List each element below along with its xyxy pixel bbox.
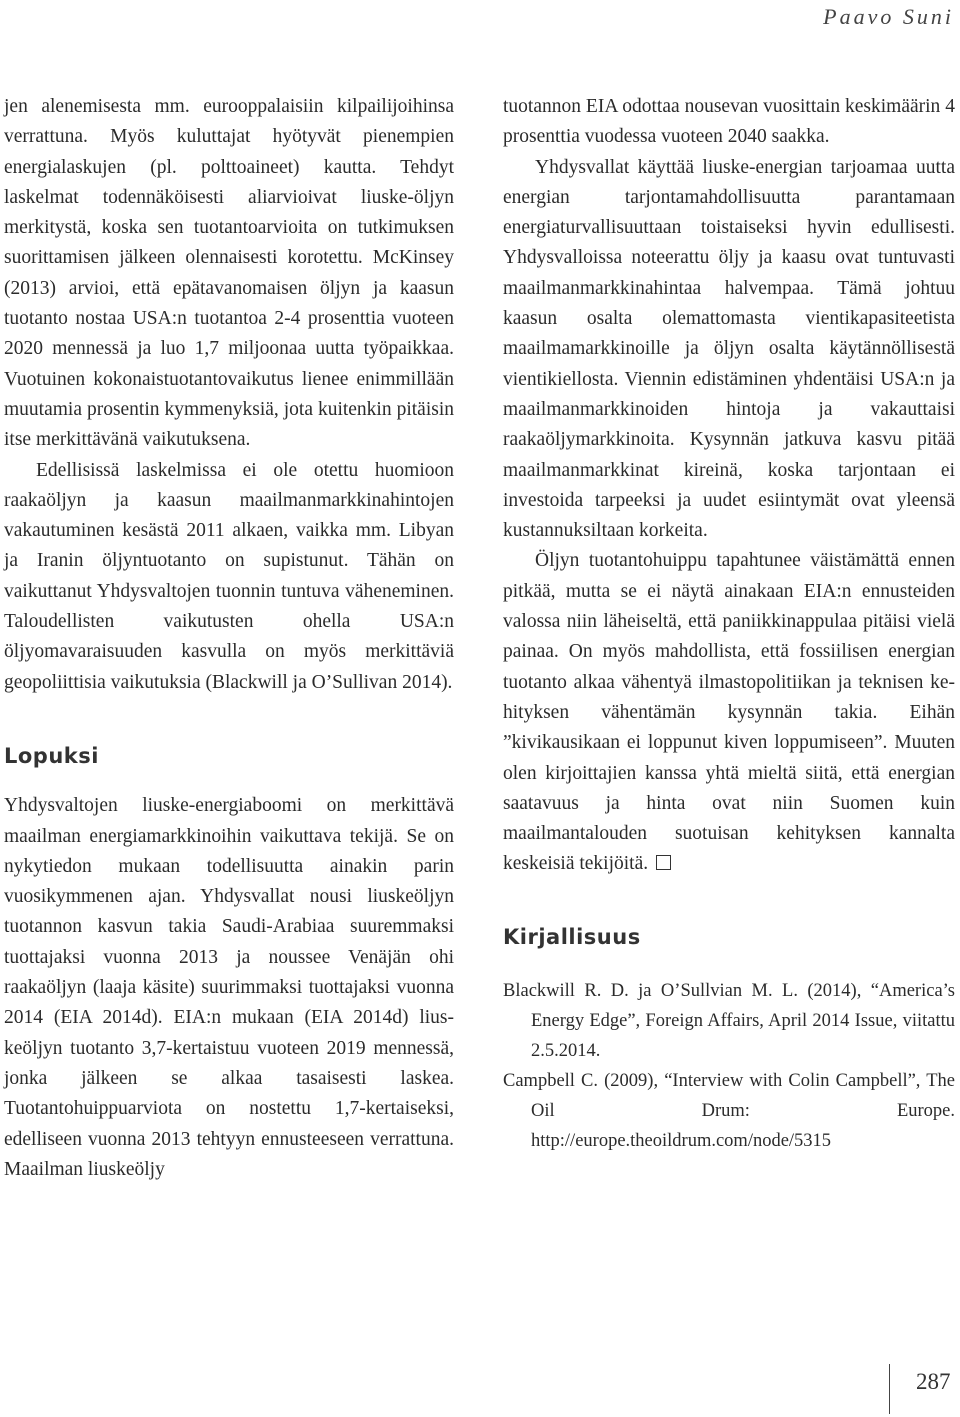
section-heading-kirjallisuus: Kirjallisuus (503, 924, 641, 949)
body-paragraph: tuotannon EIA odottaa nousevan vuosittain keskimäärin 4 prosenttia vuodessa vuoteen 2040 saakka. (503, 96, 955, 148)
section-heading-lopuksi: Lopuksi (4, 743, 99, 768)
left-column (4, 92, 454, 1185)
body-paragraph: Edellisissä laskelmissa ei ole otettu huomioon raakaöljyn ja kaasun maailmanmarkkinahintojen vakautuminen kesästä 2011 alkaen, vaikka mm. Libyan ja Iranin öljyntuotanto on supistunut. Tähän on vaikuttanut Yhdysvaltojen tuonnin tuntuva väheneminen. Taloudellisten vaikutusten ohella USA:n öljyomavaraisuuden kasvulla on myös merkittäviä geopoliittisia vaikutuksia (Blackwill ja O’Sullivan 2014). (4, 459, 454, 693)
running-head-author: Paavo Suni (823, 4, 954, 29)
final-paragraph-text: Öljyn tuotantohuippu tapahtunee väistämättä ennen pitkää, mutta se ei näytä ainakaan EIA:n ennusteiden valossa niin läheiseltä, että paniikkinappulaa pitäisi vielä painaa. On myös mahdollista, että fossiilisen energian tuotanto alkaa vähentyä ilmastopolitiikan ja teknisen kehityksen vähentämän kysynnän takia. Eihän ”kivikausikaan ei loppunut kiven loppumiseen”. Muuten olen kirjoittajien kanssa yhtä mieltä siitä, että energian saatavuus ja hinta ovat niin Suomen kuin maailmantalouden suotuisan kehityksen kannalta keskeisiä tekijöitä. (503, 550, 955, 875)
page-number: 287 (916, 1369, 951, 1394)
right-column (503, 92, 955, 1156)
reference-list (503, 976, 955, 1156)
body-paragraph-final (503, 546, 955, 879)
body-paragraph: Yhdysvaltojen liuske-energiaboomi on merkittävä maailman energiamarkkinoihin vaikuttava tekijä. Se on nykytiedon mukaan todellisuutta ainakin parin vuosikymmenen ajan. Yhdysvallat nousi liuskeöljyn tuotannon kasvun takia Saudi-Arabiaa suuremmaksi tuottajaksi vuonna 2013 ja noussee Venäjän ohi raakaöljyn (laaja käsite) suurimmaksi tuottajaksi vuonna 2014 (EIA 2014d). EIA:n mukaan (EIA 2014d) liuskeöljyn tuotanto 3,7-kertaistuu vuoteen 2019 mennessä, jonka jälkeen se alkaa tasaisesti laskea. Tuotantohuippuarviota on nostettu 1,7-kertaiseksi, edelliseen vuonna 2013 tehtyyn ennusteeseen verrattuna. Maailman liuskeöljy (4, 795, 454, 1180)
reference-item: Campbell C. (2009), “Interview with Colin Campbell”, The Oil Drum: Europe. http://europe.theoildrum.com/node/5315 (503, 1071, 955, 1152)
footer-divider (889, 1364, 890, 1414)
body-paragraph: Yhdysvallat käyttää liuske-energian tarjoamaa uutta energian tarjontamahdollisuutta parantamaan energiaturvallisuuttaan toistaiseksi hyvin edullisesti. Yhdysvalloissa noteerattu öljy ja kaasu ovat tuntuvasti maailmanmarkkinahintaa halvempaa. Tämä johtuu kaasun osalta olemattomasta vientikapasiteetista maailmamarkkinoille ja öljyn osalta käytännöllisestä vientikiellosta. Viennin edistäminen yhdentäisi USA:n ja maailmanmarkkinoiden hintoja ja vakauttaisi raakaöljymarkkinoita. Kysynnän jatkuva kasvu pitää maailmanmarkkinat kireinä, koska tarjontaan ei investoida tarpeeksi ja uudet esiintymät ovat yleensä kustannuksiltaan korkeita. (503, 156, 955, 542)
reference-item: Blackwill R. D. ja O’Sullvian M. L. (2014), “America’s Energy Edge”, Foreign Affairs, April 2014 Issue, viitattu 2.5.2014. (503, 981, 955, 1062)
end-of-article-mark-icon (656, 855, 671, 870)
body-paragraph: jen alenemisesta mm. eurooppalaisiin kilpailijoihinsa verrattuna. Myös kuluttajat hyötyvät pienempien energialaskujen (pl. polttoaineet) kautta. Tehdyt laskelmat todennäköisesti aliarvioivat liuske-öljyn merkitystä, koska sen tuotantoarvioita on tutkimuksen suorittamisen jälkeen olennaisesti korotettu. McKinsey (2013) arvioi, että epätavanomaisen öljyn ja kaasun tuotanto nostaa USA:n tuotantoa 2-4 prosenttia vuoteen 2020 mennessä ja luo 1,7 miljoonaa uutta työpaikkaa. Vuotuinen kokonaistuotantovaikutus lienee enimmillään muutamia prosentin kymmenyksiä, jota kuitenkin pitäisin itse merkittävänä vaikutuksena. (4, 96, 454, 451)
